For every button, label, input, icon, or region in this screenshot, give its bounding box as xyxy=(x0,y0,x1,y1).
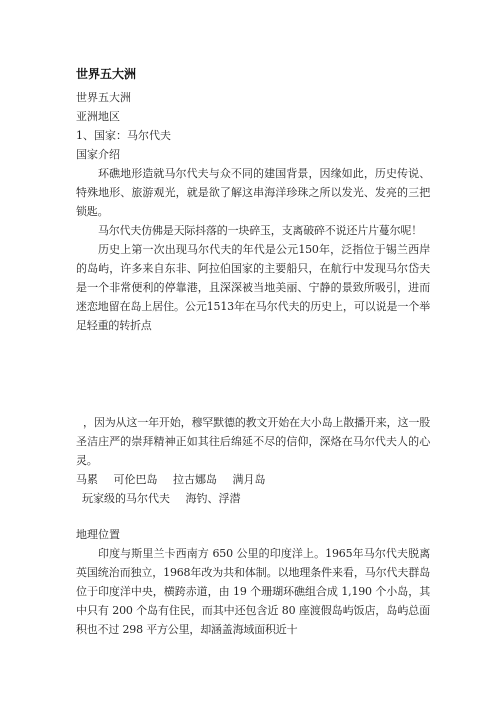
blank-space xyxy=(76,508,430,525)
intro-paragraph-3: 历史上第一次出现马尔代夫的年代是公元150年，泛指位于锡兰西岸的岛屿，许多来自东非、阿拉伯国家的主要船只，在航行中发现马尔岱夫是一个非常便利的停靠港，且深深被当地美丽、宁静的景致所吸引，进而迷恋地留在岛上居住。公元1513年在马尔代夫的历史上，可以说是一个举足轻重的转折点 xyxy=(76,243,430,332)
intro-paragraph-2: 马尔代夫仿佛是天际抖落的一块碎玉，支离破碎不说还片片蔓尔呢！ xyxy=(98,224,422,237)
tag-item: 马累 xyxy=(76,473,98,486)
blank-space xyxy=(76,335,430,413)
tag-item: 满月岛 xyxy=(232,473,266,486)
document-title: 世界五大洲 xyxy=(76,67,137,81)
intro-heading: 国家介绍 xyxy=(76,148,120,161)
continuation-paragraph: ，因为从这一年开始，穆罕默德的教文开始在大小岛上散播开来，这一股圣洁庄严的崇拜精神正如其往后绵延不尽的信仰，深烙在马尔代夫人的心灵。 xyxy=(76,416,430,467)
document-body xyxy=(76,88,430,639)
heading-line: 世界五大洲 xyxy=(76,91,131,104)
tag-item: 海钓、浮潜 xyxy=(185,492,241,505)
country-heading: 1、国家：马尔代夫 xyxy=(76,129,171,142)
tag-item: 玩家级的马尔代夫 xyxy=(82,492,170,505)
intro-paragraph-1: 环礁地形造就马尔代夫与众不同的建国背景，因缘如此，历史传说、特殊地形、旅游观光，就是欲了解这串海洋珍珠之所以发光、发亮的三把锁匙。 xyxy=(76,167,430,218)
tag-item: 可伦巴岛 xyxy=(113,473,158,486)
geo-paragraph: 印度与斯里兰卡西南方 650 公里的印度洋上。1965年马尔代夫脱离英国统治而独立，1968年改为共和体制。以地理条件来看，马尔代夫群岛位于印度洋中央，横跨赤道，由 19 个珊瑚环礁组合成 1,190 个小岛，其中只有 200 个岛有住民，而其中还包含近 80 座渡假岛屿饭店，岛屿总面积也不过 298 平方公里，却涵盖海域面积近十 xyxy=(76,547,430,636)
tag-row-1 xyxy=(76,470,430,489)
tag-row-2 xyxy=(76,489,430,508)
tag-item: 拉古娜岛 xyxy=(173,473,217,486)
geo-heading: 地理位置 xyxy=(76,528,120,541)
region-heading: 亚洲地区 xyxy=(76,110,120,123)
